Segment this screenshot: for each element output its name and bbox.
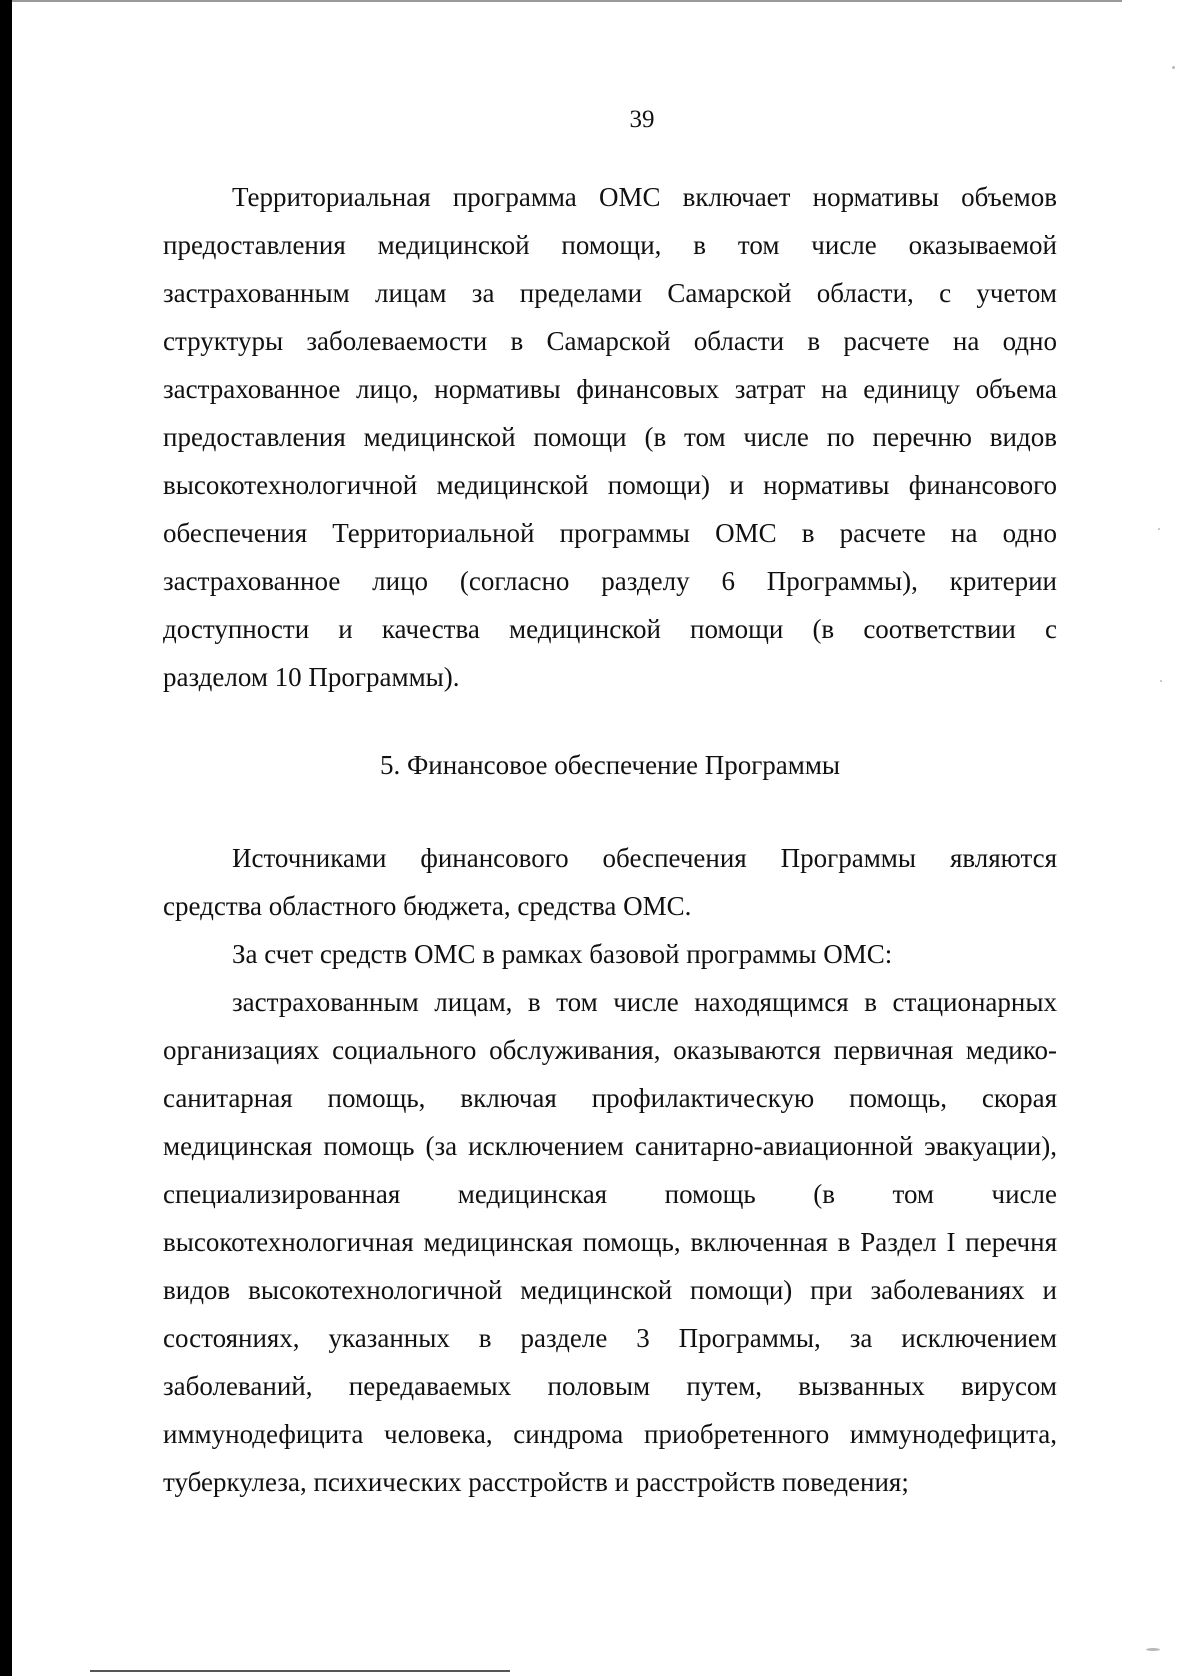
text-line: туберкулеза, психических расстройств и расстройств поведения; [163, 1467, 909, 1497]
text-line: высокотехнологичная медицинская помощь, включенная в Раздел I перечня [163, 1227, 1057, 1257]
text-line: обеспечения Территориальной программы ОМС в расчете на одно [163, 518, 1057, 548]
text-line: санитарная помощь, включая профилактическую помощь, скорая [163, 1083, 1057, 1113]
text-line: организациях социального обслуживания, оказываются первичная медико- [163, 1035, 1057, 1065]
page-number: 39 [629, 106, 655, 133]
paragraph-program-standards [163, 173, 1057, 701]
text-line: Территориальная программа ОМС включает нормативы объемов [232, 182, 1057, 212]
scan-bottom-line [90, 1670, 510, 1672]
text-line: высокотехнологичной медицинской помощи) и нормативы финансового [163, 470, 1057, 500]
text-line: доступности и качества медицинской помощи (в соответствии с [163, 614, 1057, 644]
text-line: предоставления медицинской помощи (в том числе по перечню видов [163, 422, 1057, 452]
text-line: иммунодефицита человека, синдрома приобретенного иммунодефицита, [163, 1419, 1057, 1449]
text-line: состояниях, указанных в разделе 3 Программы, за исключением [163, 1323, 1057, 1353]
text-line: видов высокотехнологичной медицинской помощи) при заболеваниях и [163, 1275, 1057, 1305]
scan-top-line [12, 0, 1122, 2]
text-line: специализированная медицинская помощь (в том числе [163, 1179, 1057, 1209]
text-line: За счет средств ОМС в рамках базовой программы ОМС: [232, 939, 893, 969]
text-line: заболеваний, передаваемых половым путем, вызванных вирусом [163, 1371, 1057, 1401]
text-line: медицинская помощь (за исключением санитарно-авиационной эвакуации), [163, 1131, 1057, 1161]
scan-speck [1172, 66, 1175, 69]
text-line: предоставления медицинской помощи, в том числе оказываемой [163, 230, 1057, 260]
scan-speck [1146, 1648, 1160, 1651]
text-line: застрахованное лицо, нормативы финансовых затрат на единицу объема [163, 374, 1057, 404]
section-body [163, 834, 1057, 1506]
text-line: средства областного бюджета, средства ОМС. [163, 891, 692, 921]
section-heading: 5. Финансовое обеспечение Программы [379, 750, 841, 780]
text-line: застрахованным лицам за пределами Самарской области, с учетом [163, 278, 1057, 308]
text-line: разделом 10 Программы). [163, 662, 460, 692]
scan-speck [1158, 528, 1160, 530]
scan-left-edge [0, 0, 12, 1676]
text-line: Источниками финансового обеспечения Программы являются [232, 843, 1057, 873]
text-line: структуры заболеваемости в Самарской области в расчете на одно [163, 326, 1057, 356]
text-line: застрахованное лицо (согласно разделу 6 Программы), критерии [163, 566, 1057, 596]
text-line: застрахованным лицам, в том числе находящимся в стационарных [232, 987, 1057, 1017]
scan-speck [1160, 680, 1162, 682]
